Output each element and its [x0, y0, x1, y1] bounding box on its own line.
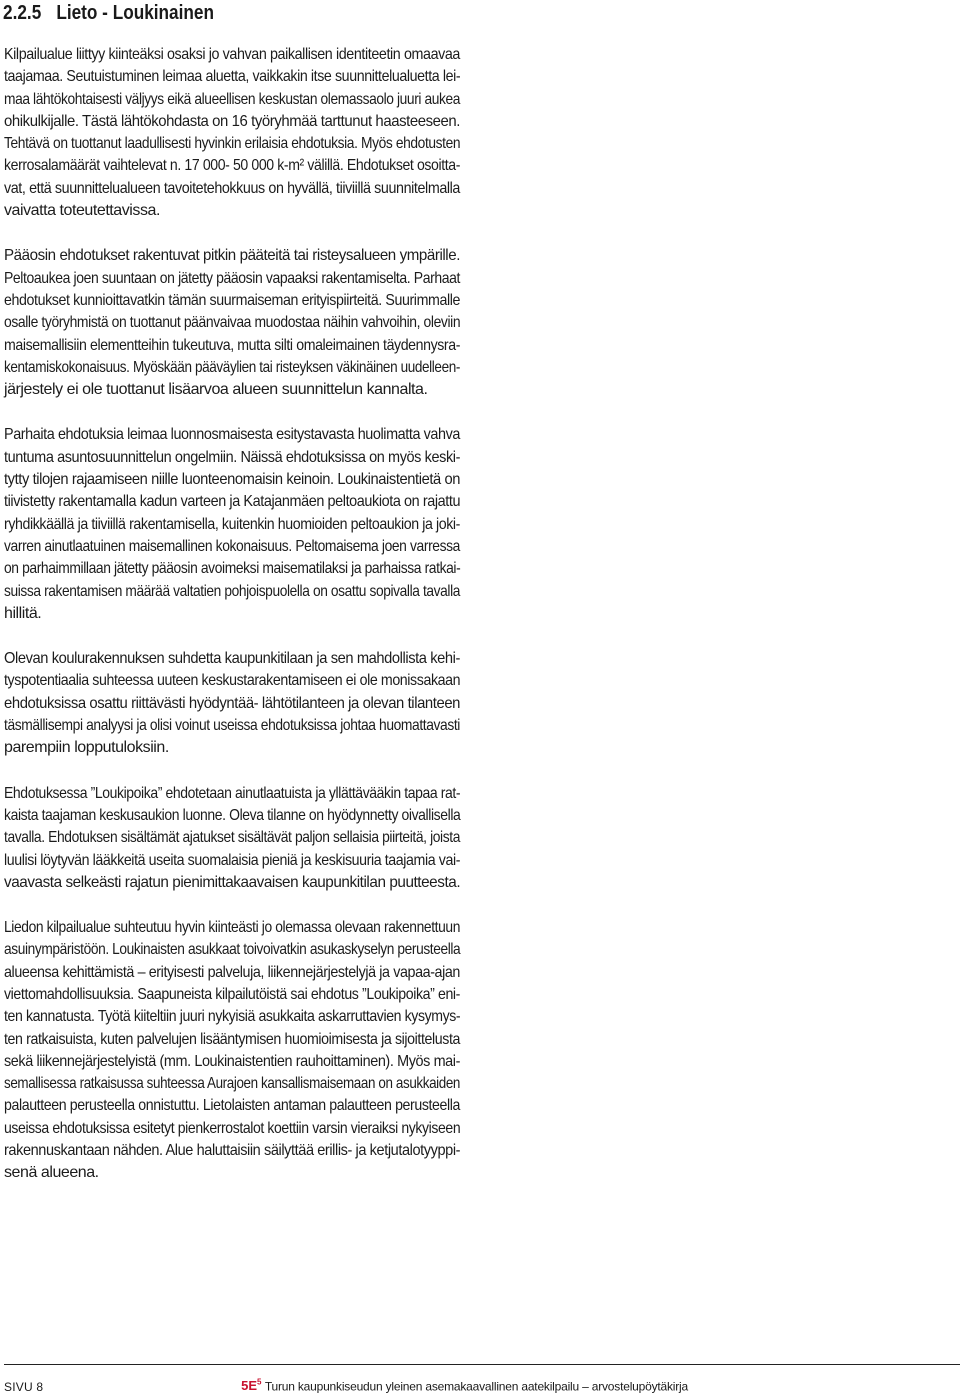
text-line: Liedon kilpailualue suhteutuu hyvin kiinteästi jo olemassa olevaan rakennettuun [4, 919, 460, 937]
text-line: Parhaita ehdotuksia leimaa luonnosmaisesta esitystavasta huolimatta vahva [4, 426, 461, 444]
text-line: rakennuskantaan nähden. Alue haluttaisiin säilyttää erillis- ja ketjutalotyyppi- [4, 1142, 461, 1160]
section-title: Lieto - Loukinainen [56, 2, 214, 24]
text-line: ohikulkijalle. Tästä lähtökohdasta on 16 työryhmää tarttunut haasteeseen. [4, 112, 460, 130]
text-line: Kilpailualue liittyy kiinteäksi osaksi jo vahvan paikallisen identiteetin omaavaa [4, 46, 460, 63]
text-line: kerrosalamäärät vaihtelevat n. 17 000- 50 000 k-m² välillä. Ehdotukset osoitta- [4, 157, 460, 175]
text-line: osalle työryhmistä on tuottanut päänvaivaa muodostaa näihin vahvoihin, oleviin [4, 314, 461, 332]
text-line: ten kannatusta. Työtä kiiteltiin juuri nykyisiä asukkaita askarruttavien kysymys- [4, 1008, 461, 1026]
text-line: varren ainutlaatuinen maisemallinen kokonaisuus. Peltomaisema joen varressa [4, 537, 460, 555]
text-line: ryhdikkäällä ja tiiviillä rakentamisella, kuitenkin huomioiden peltoaukion ja joki- [4, 515, 460, 533]
document-title: Turun kaupunkiseudun yleinen asemakaavallinen aatekilpailu – arvostelupöytäkirja [264, 1379, 688, 1394]
text-line: ehdotukset kunnioittavatkin tämän suurmaiseman erityispiirteitä. Suurimmalle [4, 291, 460, 309]
text-line: useissa ehdotuksissa esitetyt pienkerrostalot koettiin varsin vieraiksi nykyiseen [4, 1119, 461, 1137]
text-line: kentamiskokonaisuus. Myöskään pääväylien tai risteyksen väkinäinen uudelleen- [4, 358, 461, 376]
page-number: SIVU 8 [4, 1380, 44, 1394]
text-line: hillitä. [4, 604, 42, 622]
text-line: taajamaa. Seutuistuminen leimaa aluetta, vaikkakin itse suunnittelualuetta lei- [4, 68, 461, 86]
text-line: tytty tilojen rajaamiseen niille luonteenomaisin keinoin. Loukinaistentietä on [4, 471, 460, 489]
text-line: tavalla. Ehdotuksen sisältämät ajatukset sisältävät paljon sellaisia piirteitä, joista [4, 829, 460, 847]
text-line: Peltoaukea joen suuntaan on jätetty pääosin vapaaksi rakentamiselta. Parhaat [4, 269, 460, 287]
text-line: Olevan koulurakennuksen suhdetta kaupunkitilaan ja sen mahdollista kehi- [4, 650, 460, 668]
text-line: ehdotuksissa osattu riittävästi hyödyntää- lähtötilanteen ja olevan tilanteen [4, 694, 461, 712]
text-line: senä alueena. [4, 1164, 99, 1182]
text-line: maisemallisiin elementteihin tukeutuva, mutta silti omaleimainen täydennysra- [4, 336, 460, 354]
paragraph [4, 648, 460, 759]
text-line: palautteen perusteella onnistuttu. Lietolaisten antaman palautteen perusteella [4, 1097, 460, 1115]
footer-title-block [241, 1378, 688, 1393]
text-line: semallisessa ratkaisussa suhteessa Aurajoen kansallismaisemaan on asukkaiden [4, 1075, 460, 1093]
text-line: tuntuma asuntosuunnittelun ongelmiin. Näissä ehdotuksissa on myös keski- [4, 448, 460, 466]
text-line: Pääosin ehdotukset rakentuvat pitkin pääteitä tai risteysalueen ympärille. [4, 247, 460, 265]
logo-superscript: 5 [257, 1378, 262, 1387]
paragraph [4, 424, 460, 625]
text-line: ten ratkaisuista, kuten palvelujen lisääntymisen huomioimisesta ja sijoittelusta [4, 1030, 460, 1048]
text-line: sekä liikennejärjestelyistä (mm. Loukinaistentien rauhoittaminen). Myös mai- [4, 1052, 460, 1070]
text-line: viettomahdollisuuksia. Saapuneista kilpailutöistä sai ehdotus ”Loukipoika” eni- [4, 985, 460, 1003]
text-line: tyspotentiaalia suhteessa uuteen keskustarakentamiseen ei ole monissakaan [4, 672, 461, 690]
text-line: järjestely ei ole tuottanut lisäarvoa alueen suunnittelun kannalta. [4, 381, 428, 399]
text-line: asuinympäristöön. Loukinaisten asukkaat toivoivatkin asukaskyselyn perusteella [4, 941, 461, 959]
logo-5e [241, 1378, 261, 1393]
text-line: vaavasta selkeästi rajatun pienimittakaavaisen kaupunkitilan puutteesta. [4, 873, 461, 891]
text-line: vaivatta toteutettavissa. [4, 202, 160, 220]
text-line: kaista taajaman keskusaukion luonne. Oleva tilanne on hyödynnetty oivallisella [4, 806, 461, 824]
body-text [4, 44, 460, 1208]
footer-divider [4, 1364, 960, 1365]
text-line: luulisi löytyvän lääkkeitä useita suomalaisia pieniä ja keskisuuria taajamia vai- [4, 851, 461, 869]
text-line: tiivistetty rakentamalla kadun varteen ja Katajanmäen peltoaukiota on rajattu [4, 493, 461, 511]
paragraph [4, 783, 460, 894]
section-number: 2.2.5 [3, 2, 42, 24]
paragraph [4, 44, 460, 222]
paragraph [4, 917, 460, 1185]
text-line: parempiin lopputuloksiin. [4, 739, 169, 757]
paragraph [4, 245, 460, 401]
text-line: vat, että suunnittelualueen tavoitetehokkuus on hyvällä, tiiviillä suunnitelmalla [4, 179, 460, 197]
text-line: Ehdotuksessa ”Loukipoika” ehdotetaan ainutlaatuista ja yllättävääkin tapaa rat- [4, 784, 461, 802]
section-heading [3, 0, 214, 26]
text-line: täsmällisempi analyysi ja olisi voinut useissa ehdotuksissa johtaa huomattavasti [4, 717, 460, 735]
text-line: Tehtävä on tuottanut laadullisesti hyvinkin erilaisia ehdotuksia. Myös ehdotusten [4, 135, 461, 153]
text-line: on parhaimmillaan jätetty pääosin avoimeksi maisematilaksi ja parhaissa ratkai- [4, 560, 461, 578]
text-line: alueensa kehittämistä – erityisesti palveluja, liikennejärjestelyjä ja vapaa-ajan [4, 963, 460, 981]
text-line: maa lähtökohtaisesti väljyys eikä alueellisen keskustan olemassaolo juuri aukea [4, 90, 461, 108]
text-line: suissa rakentamisen määrää valtatien pohjoispuolella on osattu sopivalla tavalla [4, 582, 460, 600]
logo-text: 5E [241, 1378, 258, 1394]
